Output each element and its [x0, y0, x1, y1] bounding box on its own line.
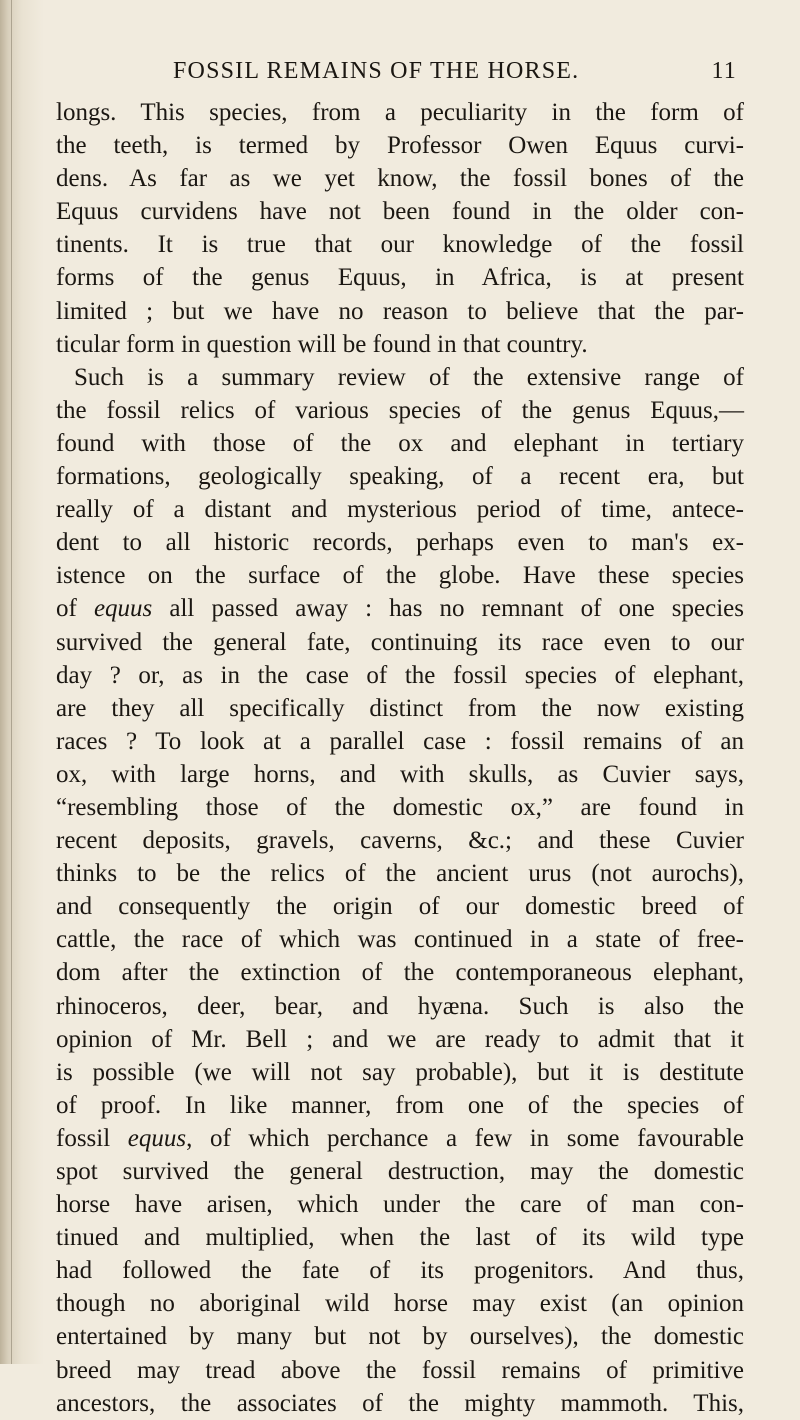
text-line: the teeth, is termed by Professor Owen Equus curvi-: [56, 132, 744, 160]
running-head: [173, 58, 737, 92]
text-line-with-emphasis: [56, 1122, 744, 1155]
running-title: FOSSIL REMAINS OF THE HORSE.: [173, 58, 580, 84]
text-line: day ? or, as in the case of the fossil species of elephant,: [56, 661, 744, 689]
text-line: had followed the fate of its progenitors. And thus,: [56, 1257, 744, 1285]
text-line: dom after the extinction of the contemporaneous elephant,: [56, 959, 744, 987]
text-line: really of a distant and mysterious period of time, antece-: [56, 496, 744, 524]
text-fragment: all passed away : has no remnant of one species: [169, 595, 744, 623]
italic-term: equus: [127, 1124, 187, 1152]
text-line: dens. As far as we yet know, the fossil bones of the: [56, 165, 744, 193]
text-fragment: of: [56, 595, 77, 623]
text-line: opinion of Mr. Bell ; and we are ready to admit that it: [56, 1025, 744, 1053]
text-line: tinued and multiplied, when the last of its wild type: [56, 1224, 744, 1252]
text-line: thinks to be the relics of the ancient urus (not aurochs),: [56, 860, 744, 888]
text-line: recent deposits, gravels, caverns, &c.; and these Cuvier: [56, 827, 744, 855]
text-line: the fossil relics of various species of the genus Equus,—: [56, 396, 744, 424]
text-line: Equus curvidens have not been found in the older con-: [56, 198, 744, 226]
binding-shadow: [0, 0, 44, 1364]
text-line: limited ; but we have no reason to believe that the par-: [56, 297, 744, 325]
text-fragment: , of which perchance a few in some favourable: [186, 1124, 744, 1152]
text-line: Such is a summary review of the extensive range of: [74, 363, 744, 391]
text-line: breed may tread above the fossil remains of primitive: [56, 1356, 744, 1384]
text-line: is possible (we will not say probable), but it is destitute: [56, 1058, 744, 1086]
text-line: dent to all historic records, perhaps even to man's ex-: [56, 529, 744, 557]
text-line: longs. This species, from a peculiarity in the form of: [56, 99, 744, 126]
text-line: formations, geologically speaking, of a recent era, but: [56, 463, 744, 491]
text-line: races ? To look at a parallel case : fossil remains of an: [56, 727, 744, 755]
text-line: “resembling those of the domestic ox,” are found in: [56, 793, 744, 821]
text-line: found with those of the ox and elephant in tertiary: [56, 429, 744, 457]
text-line: entertained by many but not by ourselves), the domestic: [56, 1323, 744, 1351]
text-line: ox, with large horns, and with skulls, as Cuvier says,: [56, 760, 744, 788]
text-line: forms of the genus Equus, in Africa, is at present: [56, 264, 744, 292]
text-line: of proof. In like manner, from one of the species of: [56, 1091, 744, 1119]
text-line: are they all specifically distinct from the now existing: [56, 694, 744, 722]
text-line: survived the general fate, continuing its race even to our: [56, 628, 744, 656]
text-fragment: fossil: [56, 1124, 111, 1152]
text-line: spot survived the general destruction, may the domestic: [56, 1158, 744, 1185]
page-number: 11: [711, 58, 737, 84]
text-line: and consequently the origin of our domestic breed of: [56, 893, 744, 921]
text-line: tinents. It is true that our knowledge of the fossil: [56, 231, 744, 259]
text-line: ticular form in question will be found in that country.: [56, 330, 588, 358]
binding-edge-line: [11, 0, 12, 1364]
text-line: cattle, the race of which was continued in a state of free-: [56, 926, 744, 954]
body-text: [56, 96, 744, 1420]
text-line: istence on the surface of the globe. Have these species: [56, 562, 744, 590]
text-line-with-emphasis: [56, 592, 744, 625]
italic-term: equus: [93, 595, 153, 623]
text-line: though no aboriginal wild horse may exist (an opinion: [56, 1290, 744, 1318]
text-line: rhinoceros, deer, bear, and hyæna. Such is also the: [56, 992, 744, 1020]
text-line: horse have arisen, which under the care of man con-: [56, 1191, 744, 1219]
text-line: ancestors, the associates of the mighty mammoth. This,: [56, 1389, 744, 1417]
